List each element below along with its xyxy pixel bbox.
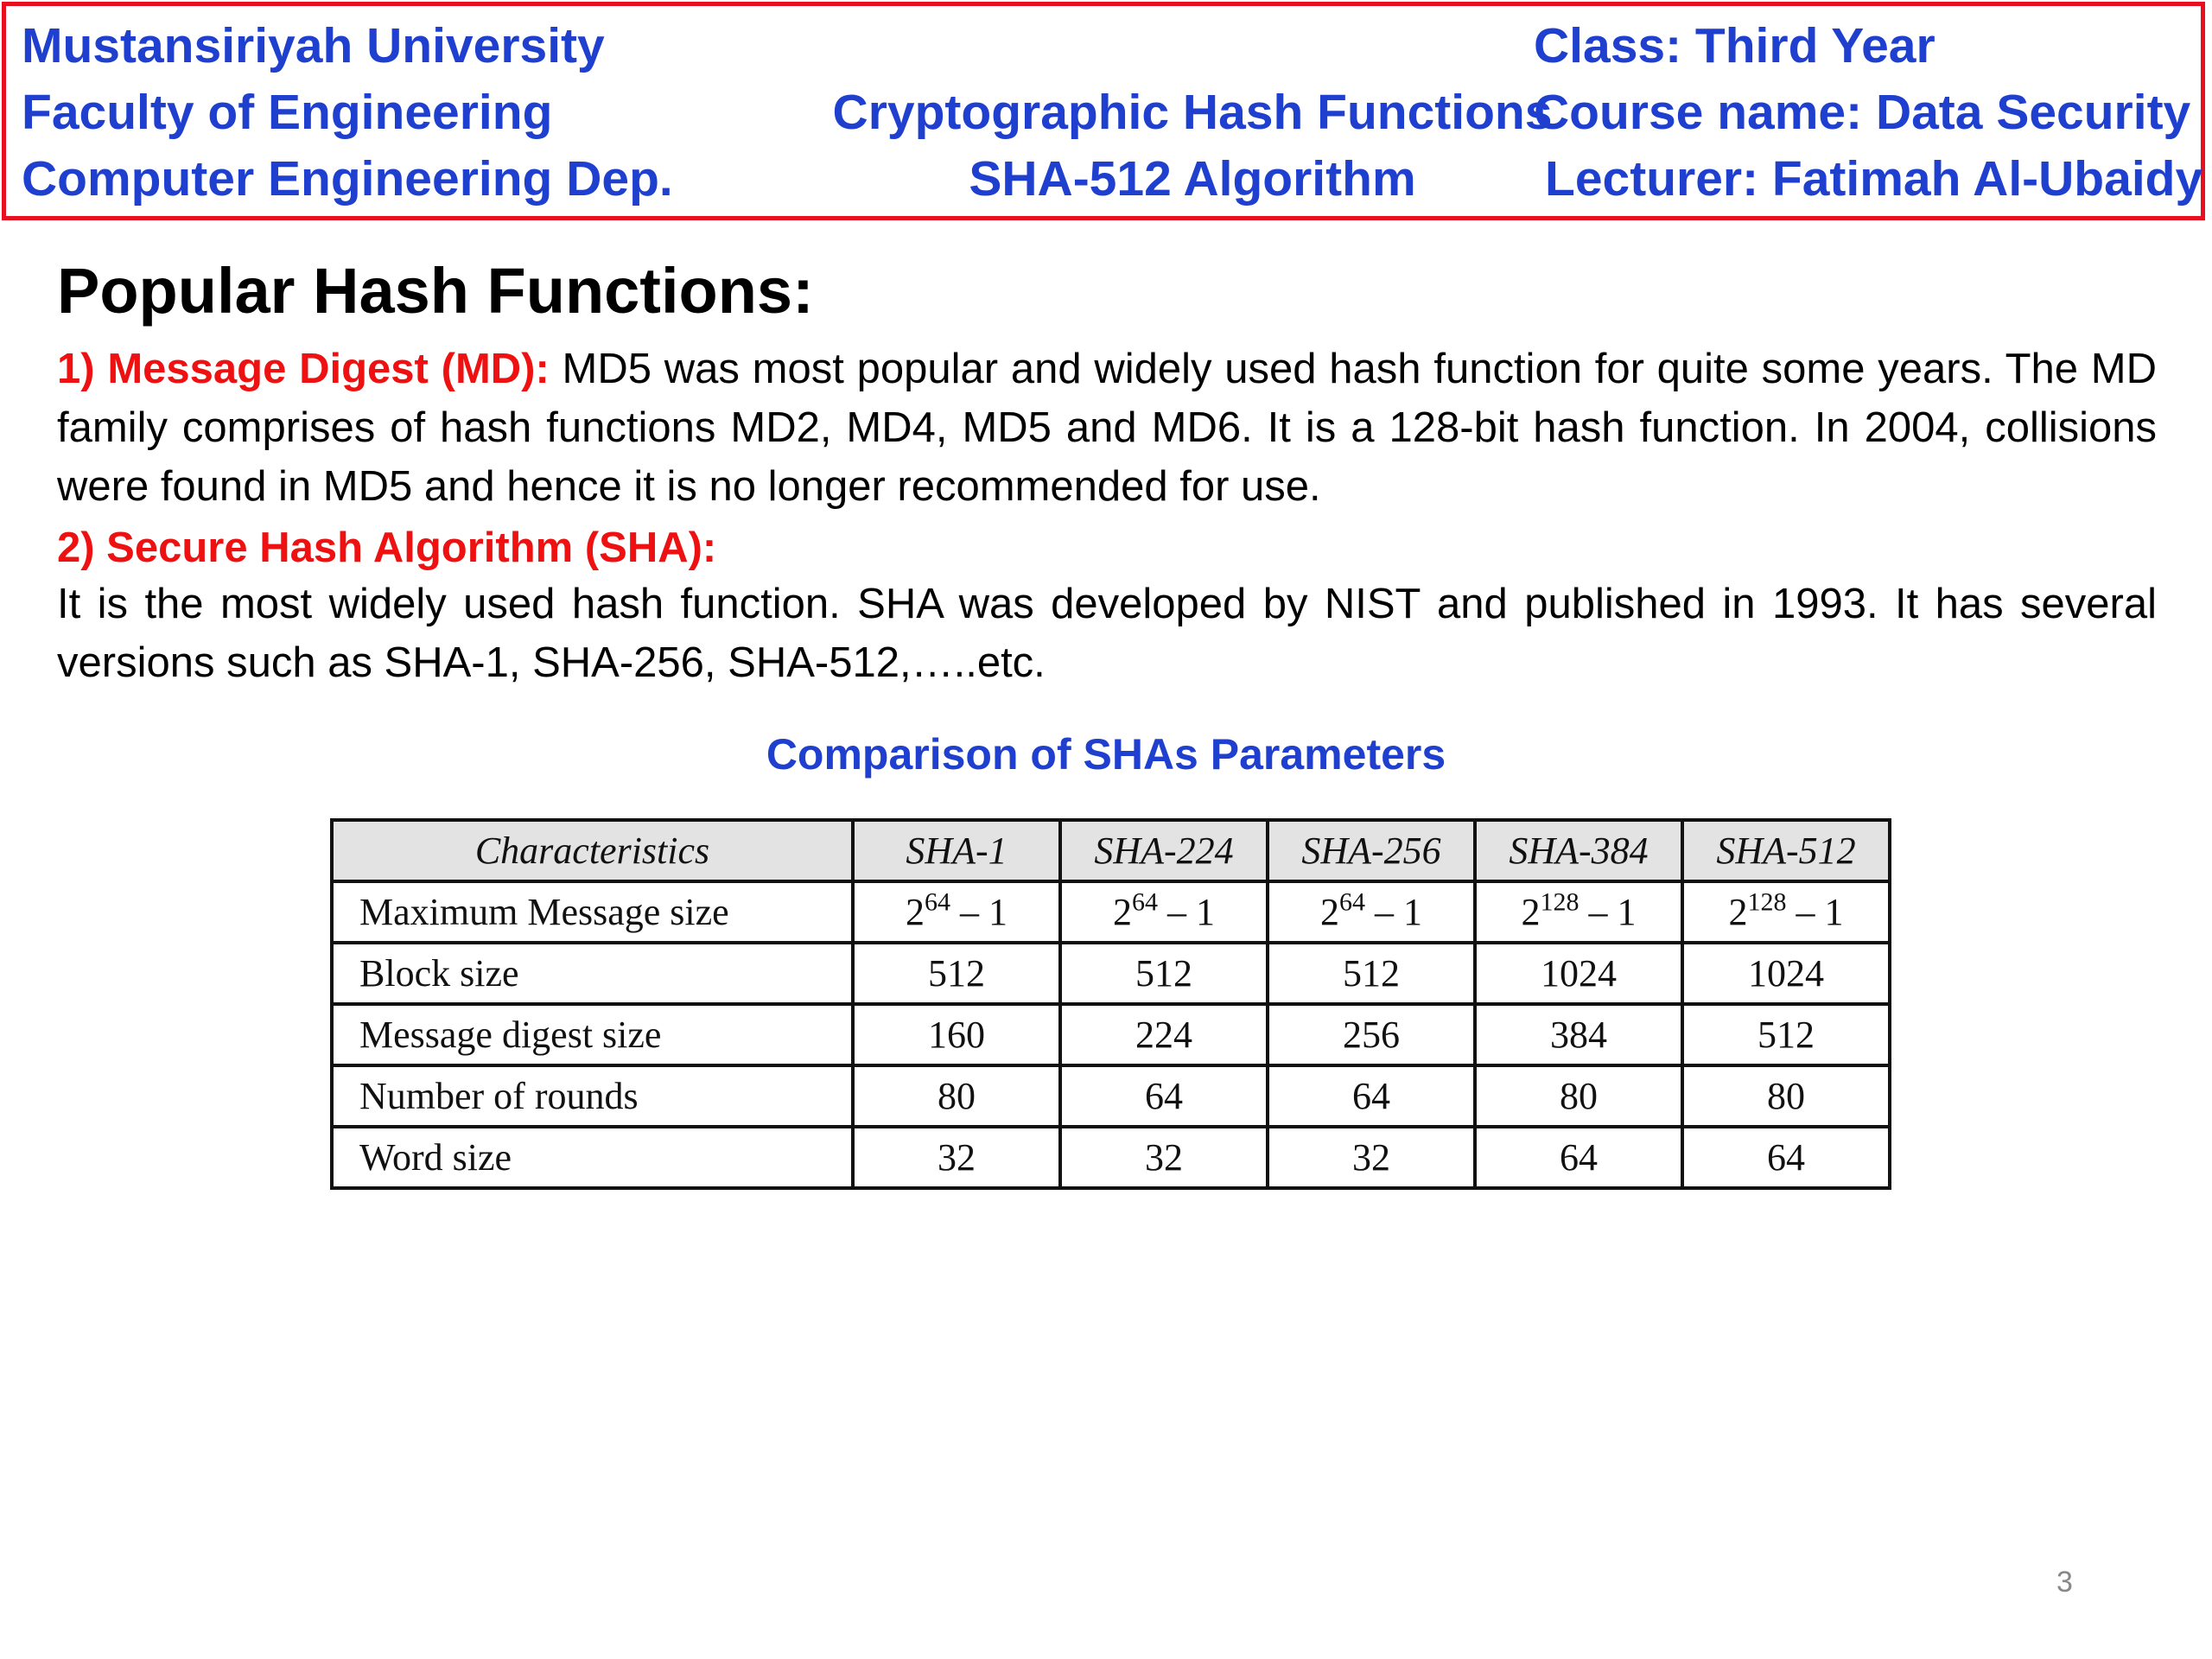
table-cell: 512: [1268, 943, 1475, 1004]
table-header-row: [332, 820, 1890, 881]
header-course: Course name: Data Security: [1534, 85, 2191, 140]
column-header: SHA-224: [1060, 820, 1268, 881]
column-header: SHA-256: [1268, 820, 1475, 881]
table-cell: 1024: [1682, 943, 1890, 1004]
table-cell: 64: [1475, 1127, 1682, 1188]
power-exponent: 64: [925, 887, 950, 917]
header-faculty: Faculty of Engineering: [22, 85, 553, 140]
column-header: SHA-384: [1475, 820, 1682, 881]
table-caption: Comparison of SHAs Parameters: [766, 730, 1446, 779]
table-row: [332, 1127, 1890, 1188]
table-cell: 224: [1060, 1004, 1268, 1065]
header-subtopic: SHA-512 Algorithm: [969, 151, 1416, 207]
power-exponent: 128: [1747, 887, 1787, 917]
sha-paragraph: It is the most widely used hash function. SHA was developed by NIST and published in 1993. It has several versions such as SHA-1, SHA-256, SHA-512,…..etc.: [57, 581, 2157, 686]
table-cell: 512: [1060, 943, 1268, 1004]
row-label: Word size: [332, 1127, 853, 1188]
page-title: Popular Hash Functions:: [57, 255, 814, 327]
power-exponent: 64: [1132, 887, 1158, 917]
table-cell: 32: [1060, 1127, 1268, 1188]
power-base: 2: [906, 891, 925, 933]
power-base: 2: [1521, 891, 1541, 933]
table-row: [332, 881, 1890, 943]
table-cell: 32: [1268, 1127, 1475, 1188]
table-corner-header: Characteristics: [332, 820, 853, 881]
power-suffix: – 1: [1365, 891, 1422, 933]
table-row: [332, 1065, 1890, 1127]
table-cell: [853, 881, 1060, 943]
header-class: Class: Third Year: [1534, 18, 1936, 73]
table-cell: 64: [1682, 1127, 1890, 1188]
row-label: Number of rounds: [332, 1065, 853, 1127]
page-number: 3: [2056, 1566, 2073, 1599]
row-label: Block size: [332, 943, 853, 1004]
row-label: Maximum Message size: [332, 881, 853, 943]
table-cell: [1475, 881, 1682, 943]
md-paragraph: [57, 340, 2157, 516]
table-cell: [1060, 881, 1268, 943]
table-cell: 80: [853, 1065, 1060, 1127]
table-cell: 512: [1682, 1004, 1890, 1065]
table-cell: 384: [1475, 1004, 1682, 1065]
column-header: SHA-512: [1682, 820, 1890, 881]
power-exponent: 64: [1339, 887, 1365, 917]
md-text: MD5 was most popular and widely used hash function for quite some years. The MD family comprises of hash functions MD2, MD4, MD5 and MD6. It is a 128-bit hash function. In 2004, collisions were found in MD5 and hence it is no longer recommended for use.: [57, 346, 2157, 510]
table-cell: 256: [1268, 1004, 1475, 1065]
table-cell: 512: [853, 943, 1060, 1004]
power-base: 2: [1728, 891, 1748, 933]
table-cell: 160: [853, 1004, 1060, 1065]
power-base: 2: [1320, 891, 1339, 933]
md-heading: 1) Message Digest (MD):: [57, 346, 550, 392]
sha-heading-line: [57, 518, 2157, 577]
table-cell: 80: [1682, 1065, 1890, 1127]
comparison-table: [330, 818, 1891, 1190]
header-topic: Cryptographic Hash Functions: [832, 85, 1553, 140]
power-suffix: – 1: [950, 891, 1007, 933]
table-row: [332, 943, 1890, 1004]
table-cell: [1682, 881, 1890, 943]
table-cell: 1024: [1475, 943, 1682, 1004]
sha-heading: 2) Secure Hash Algorithm (SHA):: [57, 524, 717, 571]
power-suffix: – 1: [1786, 891, 1844, 933]
table-cell: 64: [1268, 1065, 1475, 1127]
header-department: Computer Engineering Dep.: [22, 151, 673, 207]
header-lecturer: Lecturer: Fatimah Al-Ubaidy: [1545, 151, 2203, 207]
power-exponent: 128: [1540, 887, 1580, 917]
row-label: Message digest size: [332, 1004, 853, 1065]
table-row: [332, 1004, 1890, 1065]
power-suffix: – 1: [1579, 891, 1637, 933]
column-header: SHA-1: [853, 820, 1060, 881]
header-university: Mustansiriyah University: [22, 18, 605, 73]
table-cell: 80: [1475, 1065, 1682, 1127]
table-cell: 64: [1060, 1065, 1268, 1127]
power-base: 2: [1113, 891, 1132, 933]
table-cell: 32: [853, 1127, 1060, 1188]
power-suffix: – 1: [1158, 891, 1215, 933]
table-cell: [1268, 881, 1475, 943]
